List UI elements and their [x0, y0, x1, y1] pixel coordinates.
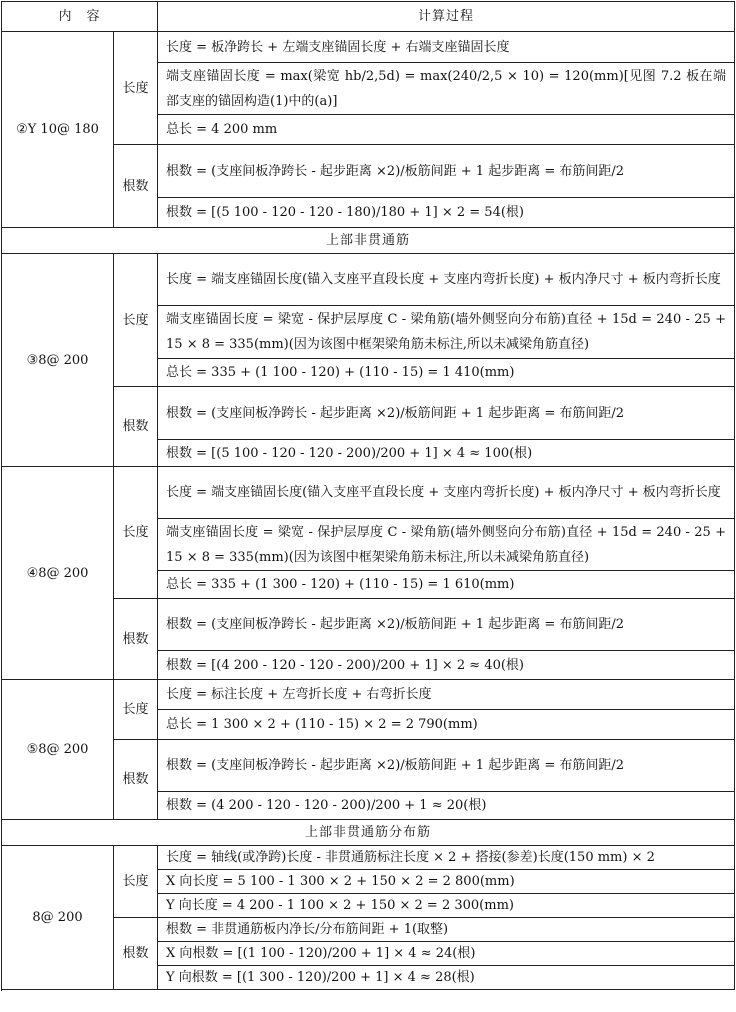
calc-text: Y 向长度 = 4 200 - 1 100 × 2 + 150 × 2 = 2 300(mm)	[158, 894, 735, 918]
calc-text: 长度 = 端支座锚固长度(锚入支座平直段长度 + 支座内弯折长度) + 板内净尺寸 + 板内弯折长度	[158, 254, 735, 306]
item-label: 8@ 200	[2, 846, 114, 990]
calc-text: 总长 = 1 300 × 2 + (110 - 15) × 2 = 2 790(mm)	[158, 710, 735, 740]
item-label: ③8@ 200	[2, 254, 114, 467]
sub-label-count: 根数	[114, 740, 158, 820]
table-row	[2, 680, 735, 710]
section-title: 上部非贯通筋分布筋	[2, 820, 735, 846]
calc-text: 根数 = (支座间板净跨长 - 起步距离 ×2)/板筋间距 + 1 起步距离 = 布筋间距/2	[158, 145, 735, 198]
section-row	[2, 228, 735, 254]
section-title: 上部非贯通筋	[2, 228, 735, 254]
sub-label-length: 长度	[114, 32, 158, 145]
calc-text: X 向长度 = 5 100 - 1 300 × 2 + 150 × 2 = 2 800(mm)	[158, 870, 735, 894]
table-row	[2, 254, 735, 306]
calc-text: 根数 = (4 200 - 120 - 120 - 200)/200 + 1 ≈ 20(根)	[158, 792, 735, 820]
section-row	[2, 820, 735, 846]
calc-text: X 向根数 = [(1 100 - 120)/200 + 1] × 4 ≈ 24(根)	[158, 942, 735, 966]
calc-text: 长度 = 标注长度 + 左弯折长度 + 右弯折长度	[158, 680, 735, 710]
sub-label-count: 根数	[114, 387, 158, 467]
table-row	[2, 467, 735, 519]
table-row	[2, 32, 735, 63]
table-row	[2, 846, 735, 870]
header-process: 计算过程	[158, 2, 735, 32]
header-row	[2, 2, 735, 32]
calc-text: 根数 = (支座间板净跨长 - 起步距离 ×2)/板筋间距 + 1 起步距离 = 布筋间距/2	[158, 387, 735, 440]
item-label: ②Y 10@ 180	[2, 32, 114, 228]
sub-label-length: 长度	[114, 680, 158, 740]
calc-text: 根数 = [(5 100 - 120 - 120 - 200)/200 + 1] × 4 ≈ 100(根)	[158, 440, 735, 467]
calc-text: 总长 = 335 + (1 300 - 120) + (110 - 15) = 1 610(mm)	[158, 571, 735, 599]
calculation-table	[1, 1, 735, 990]
calc-text: 端支座锚固长度 = 梁宽 - 保护层厚度 C - 梁角筋(墙外侧竖向分布筋)直径 + 15d = 240 - 25 + 15 × 8 = 335(mm)(因为该图中框架梁角筋未标注,所以未减梁角筋直径)	[158, 519, 735, 571]
calc-text: 长度 = 板净跨长 + 左端支座锚固长度 + 右端支座锚固长度	[158, 32, 735, 63]
calc-text: 根数 = (支座间板净跨长 - 起步距离 ×2)/板筋间距 + 1 起步距离 = 布筋间距/2	[158, 740, 735, 792]
item-label: ④8@ 200	[2, 467, 114, 680]
sub-label-count: 根数	[114, 145, 158, 228]
calc-text: 端支座锚固长度 = 梁宽 - 保护层厚度 C - 梁角筋(墙外侧竖向分布筋)直径 + 15d = 240 - 25 + 15 × 8 = 335(mm)(因为该图中框架梁角筋未标注,所以未减梁角筋直径)	[158, 306, 735, 359]
calc-text: 根数 = 非贯通筋板内净长/分布筋间距 + 1(取整)	[158, 918, 735, 942]
calc-text: 端支座锚固长度 = max(梁宽 hb/2,5d) = max(240/2,5 × 10) = 120(mm)[见图 7.2 板在端部支座的锚固构造(1)中的(a)]	[158, 63, 735, 115]
sub-label-count: 根数	[114, 599, 158, 680]
calc-text: 总长 = 335 + (1 100 - 120) + (110 - 15) = 1 410(mm)	[158, 359, 735, 387]
calc-text: 根数 = [(4 200 - 120 - 120 - 200)/200 + 1] × 2 ≈ 40(根)	[158, 651, 735, 680]
calc-text: Y 向根数 = [(1 300 - 120)/200 + 1] × 4 ≈ 28(根)	[158, 966, 735, 990]
calc-text: 长度 = 轴线(或净跨)长度 - 非贯通筋标注长度 × 2 + 搭接(参差)长度(150 mm) × 2	[158, 846, 735, 870]
header-content: 内 容	[2, 2, 158, 32]
item-label: ⑤8@ 200	[2, 680, 114, 820]
sub-label-length: 长度	[114, 467, 158, 599]
calc-text: 总长 = 4 200 mm	[158, 115, 735, 145]
sub-label-length: 长度	[114, 846, 158, 918]
sub-label-length: 长度	[114, 254, 158, 387]
calc-text: 根数 = [(5 100 - 120 - 120 - 180)/180 + 1] × 2 = 54(根)	[158, 198, 735, 228]
calc-text: 根数 = (支座间板净跨长 - 起步距离 ×2)/板筋间距 + 1 起步距离 = 布筋间距/2	[158, 599, 735, 651]
sub-label-count: 根数	[114, 918, 158, 990]
calc-text: 长度 = 端支座锚固长度(锚入支座平直段长度 + 支座内弯折长度) + 板内净尺寸 + 板内弯折长度	[158, 467, 735, 519]
